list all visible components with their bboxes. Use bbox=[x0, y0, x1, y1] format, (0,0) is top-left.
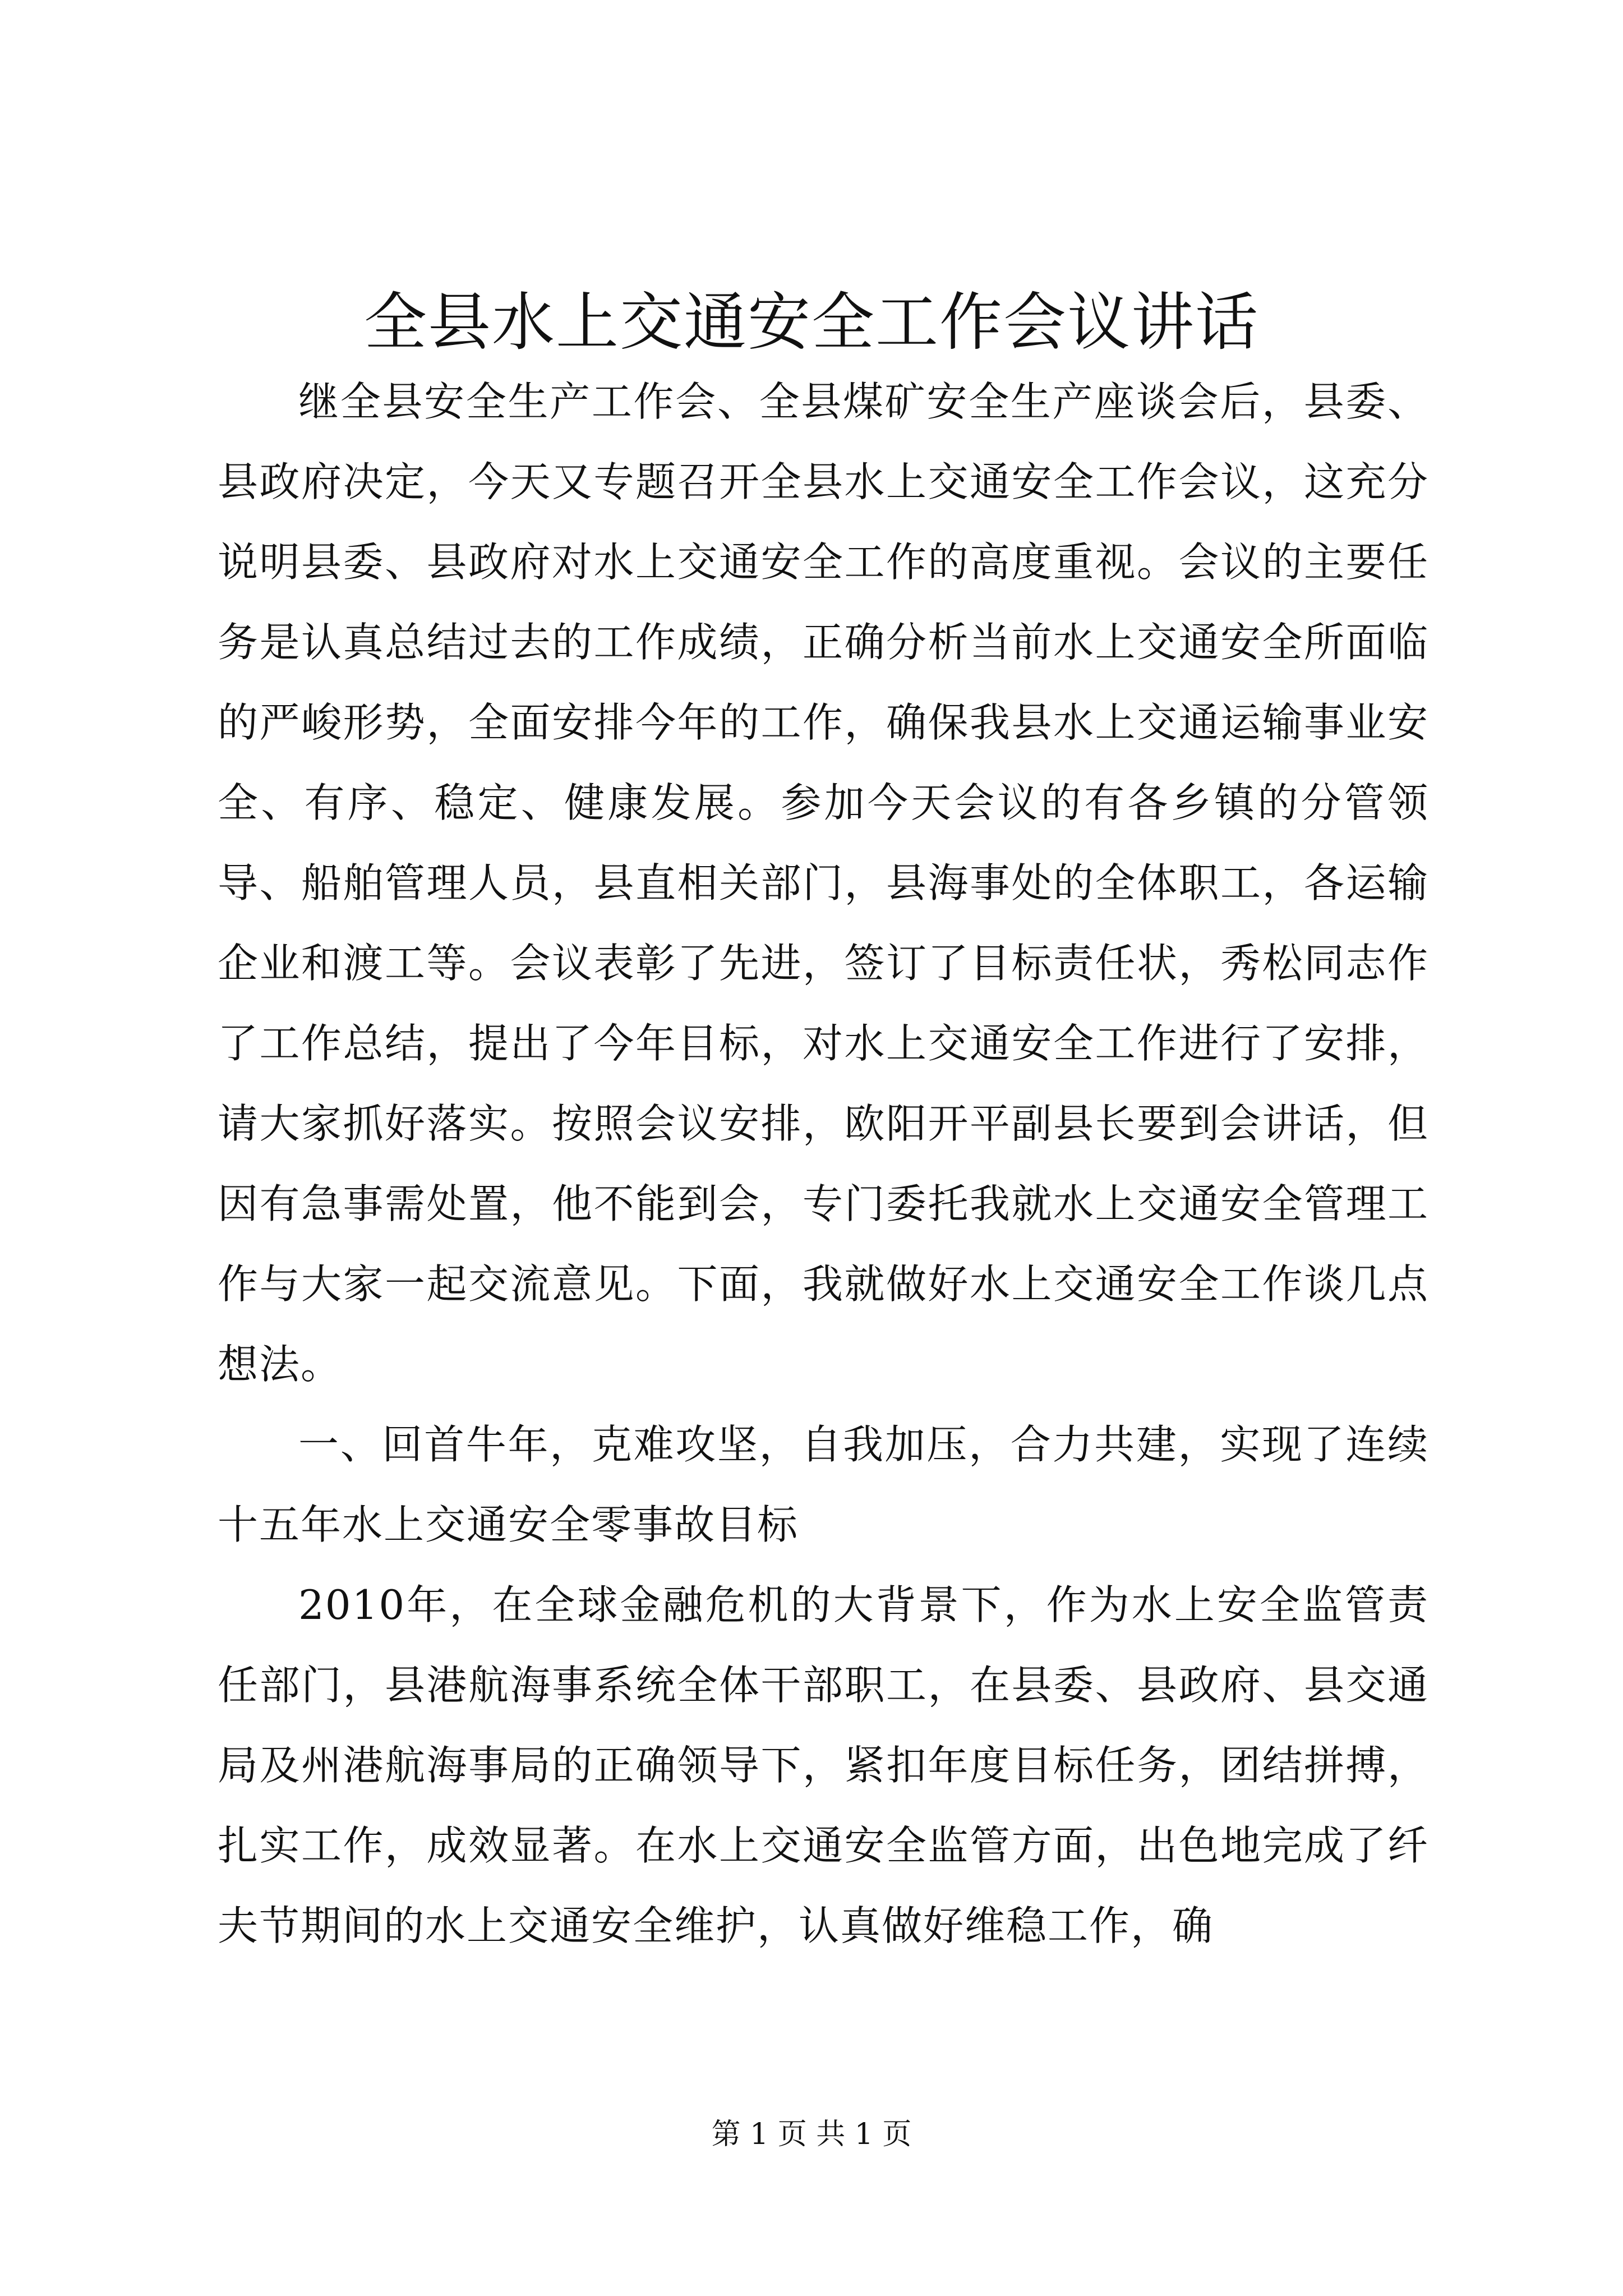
paragraph-2010-summary: 2010年，在全球金融危机的大背景下，作为水上安全监管责任部门，县港航海事系统全体干部职工，在县委、县政府、县交通局及州港航海事局的正确领导下，紧扣年度目标任务，团结拼搏，扎实工作，成效显著。在水上交通安全监管方面，出色地完成了纤夫节期间的水上交通安全维护，认真做好维稳工作，确 bbox=[218, 1581, 1429, 1949]
paragraph-section-heading: 一、回首牛年，克难攻坚，自我加压，合力共建，实现了连续十五年水上交通安全零事故目标 bbox=[218, 1421, 1429, 1548]
document-title: 全县水上交通安全工作会议讲话 bbox=[364, 286, 1259, 359]
document-body bbox=[218, 362, 1429, 1966]
page-footer: 第 1 页 共 1 页 bbox=[711, 2118, 912, 2151]
paragraph-intro: 继全县安全生产工作会、全县煤矿安全生产座谈会后，县委、县政府决定，今天又专题召开全县水上交通安全工作会议，这充分说明县委、县政府对水上交通安全工作的高度重视。会议的主要任务是认真总结过去的工作成绩，正确分析当前水上交通安全所面临的严峻形势，全面安排今年的工作，确保我县水上交通运输事业安全、有序、稳定、健康发展。参加今天会议的有各乡镇的分管领导、船舶管理人员，县直相关部门，县海事处的全体职工，各运输企业和渡工等。会议表彰了先进，签订了目标责任状，秀松同志作了工作总结，提出了今年目标，对水上交通安全工作进行了安排，请大家抓好落实。按照会议安排，欧阳开平副县长要到会讲话，但因有急事需处置，他不能到会，专门委托我就水上交通安全管理工作与大家一起交流意见。下面，我就做好水上交通安全工作谈几点想法。 bbox=[218, 378, 1429, 1388]
